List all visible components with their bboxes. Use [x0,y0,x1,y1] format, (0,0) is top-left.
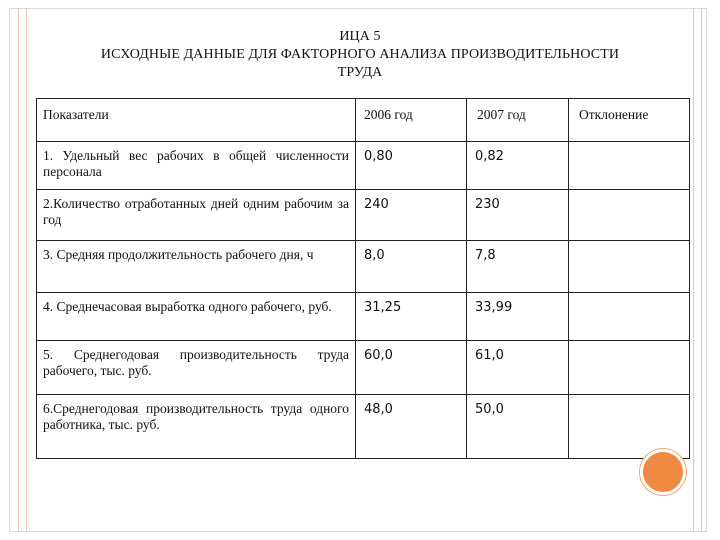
value-2007-cell: 33,99 [467,293,569,341]
deviation-cell [569,190,690,241]
indicator-cell: 2.Количество отработанных дней одним рабочим за год [37,190,356,241]
decorative-orange-circle [640,449,686,495]
value-2006-cell: 31,25 [356,293,467,341]
deviation-cell [569,241,690,293]
indicator-cell: 6.Среднегодовая производительность труда одного работника, тыс. руб. [37,395,356,459]
value-2007-cell: 230 [467,190,569,241]
deviation-cell [569,341,690,395]
table-row [37,341,690,395]
header-indicator: Показатели [37,99,356,142]
table-header-row [37,99,690,142]
indicator-cell: 5. Среднегодовая производительность труда рабочего, тыс. руб. [37,341,356,395]
value-2007-cell: 50,0 [467,395,569,459]
table-row [37,190,690,241]
indicator-cell: 4. Среднечасовая выработка одного рабочего, руб. [37,293,356,341]
table-row [37,241,690,293]
deviation-cell [569,293,690,341]
value-2006-cell: 8,0 [356,241,467,293]
header-2006: 2006 год [356,99,467,142]
header-deviation: Отклонение [569,99,690,142]
title-line-1: ИЦА 5 [339,29,381,44]
value-2007-cell: 7,8 [467,241,569,293]
title-line-2: ИСХОДНЫЕ ДАННЫЕ ДЛЯ ФАКТОРНОГО АНАЛИЗА ПРОИЗВОДИТЕЛЬНОСТИ [100,47,620,62]
value-2006-cell: 240 [356,190,467,241]
indicator-cell: 1. Удельный вес рабочих в общей численности персонала [37,142,356,190]
value-2006-cell: 48,0 [356,395,467,459]
left-rail-line-inner [26,8,27,532]
value-2007-cell: 0,82 [467,142,569,190]
title-line-3: ТРУДА [337,65,383,80]
factor-analysis-table [36,98,690,459]
deviation-cell [569,395,690,459]
deviation-cell [569,142,690,190]
header-2007: 2007 год [467,99,569,142]
right-rail-line [701,8,702,532]
value-2006-cell: 0,80 [356,142,467,190]
left-rail-line [18,8,19,532]
slide-title [0,28,720,82]
value-2007-cell: 61,0 [467,341,569,395]
value-2006-cell: 60,0 [356,341,467,395]
table-row [37,293,690,341]
right-rail-line-inner [693,8,694,532]
indicator-cell: 3. Средняя продолжительность рабочего дня, ч [37,241,356,293]
table-row [37,395,690,459]
table-row [37,142,690,190]
